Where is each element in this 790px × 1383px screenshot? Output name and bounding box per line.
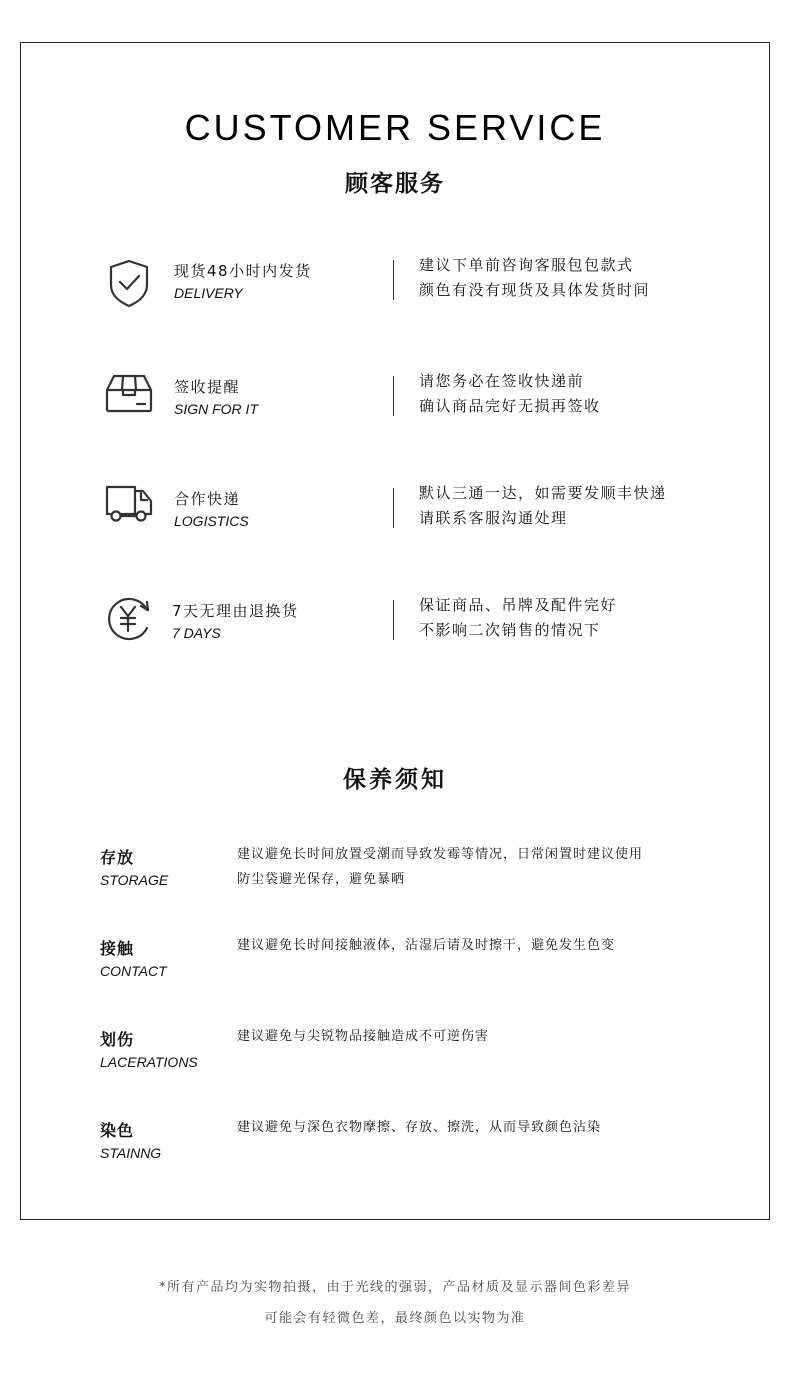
service-row-delivery xyxy=(0,258,790,338)
service-title: 合作快递 xyxy=(174,490,241,508)
care-row-storage xyxy=(0,846,790,906)
service-description xyxy=(419,253,650,303)
description-line: 建议避免与深色衣物摩擦、存放、擦洗，从而导致颜色沾染 xyxy=(237,1120,602,1135)
service-description xyxy=(419,369,601,419)
care-row-lacerations xyxy=(0,1028,790,1088)
service-subtitle: DELIVERY xyxy=(174,285,243,301)
care-item-subtitle: STORAGE xyxy=(100,872,169,888)
footnote-line: *所有产品均为实物拍摄，由于光线的强弱，产品材质及显示器间色彩差异 xyxy=(158,1280,631,1295)
care-item-description xyxy=(237,1115,601,1140)
description-line: 防尘袋避光保存，避免暴晒 xyxy=(237,872,406,887)
care-item-description xyxy=(237,842,643,892)
care-title: 保养须知 xyxy=(343,767,447,793)
description-line: 建议避免与尖锐物品接触造成不可逆伤害 xyxy=(237,1029,490,1044)
service-subtitle: LOGISTICS xyxy=(174,513,249,529)
yuan-return-icon xyxy=(103,593,155,645)
service-row-logistics xyxy=(0,486,790,566)
care-item-description xyxy=(237,1024,489,1049)
description-line: 不影响二次销售的情况下 xyxy=(419,621,601,639)
page-subtitle: 顾客服务 xyxy=(345,171,445,197)
footnote-line: 可能会有轻微色差，最终颜色以实物为准 xyxy=(264,1311,526,1326)
divider xyxy=(393,600,394,640)
description-line: 建议下单前咨询客服包包款式 xyxy=(419,256,634,274)
care-item-title: 接触 xyxy=(100,939,135,958)
delivery-truck-icon xyxy=(103,483,155,535)
care-item-description xyxy=(237,933,615,958)
divider xyxy=(393,260,394,300)
description-line: 建议避免长时间接触液体，沾湿后请及时擦干，避免发生色变 xyxy=(237,938,616,953)
package-box-icon xyxy=(103,372,155,424)
disclaimer-footnote xyxy=(0,1272,790,1334)
care-item-subtitle: STAINNG xyxy=(100,1145,162,1161)
care-item-title: 染色 xyxy=(100,1121,135,1140)
divider xyxy=(393,488,394,528)
service-title: 7天无理由退换货 xyxy=(172,602,299,620)
description-line: 请您务必在签收快递前 xyxy=(419,372,585,390)
description-line: 默认三通一达，如需要发顺丰快递 xyxy=(419,484,667,502)
service-subtitle: SIGN FOR IT xyxy=(174,401,258,417)
service-row-returns xyxy=(0,598,790,678)
description-line: 请联系客服沟通处理 xyxy=(419,509,568,527)
care-item-subtitle: CONTACT xyxy=(100,963,167,979)
description-line: 建议避免长时间放置受潮而导致发霉等情况，日常闲置时建议使用 xyxy=(237,847,644,862)
description-line: 保证商品、吊牌及配件完好 xyxy=(419,596,618,614)
shield-check-icon xyxy=(103,258,155,310)
description-line: 颜色有没有现货及具体发货时间 xyxy=(419,281,651,299)
care-row-contact xyxy=(0,937,790,997)
care-item-title: 存放 xyxy=(100,848,135,867)
service-title: 签收提醒 xyxy=(174,378,241,396)
service-row-sign xyxy=(0,374,790,454)
service-title: 现货48小时内发货 xyxy=(174,262,312,280)
divider xyxy=(393,376,394,416)
care-item-subtitle: LACERATIONS xyxy=(100,1054,198,1070)
care-row-staining xyxy=(0,1119,790,1179)
service-subtitle: 7 DAYS xyxy=(172,625,221,641)
care-item-title: 划伤 xyxy=(100,1030,135,1049)
service-description xyxy=(419,593,617,643)
page-title: CUSTOMER SERVICE xyxy=(184,107,606,148)
description-line: 确认商品完好无损再签收 xyxy=(419,397,601,415)
service-description xyxy=(419,481,667,531)
